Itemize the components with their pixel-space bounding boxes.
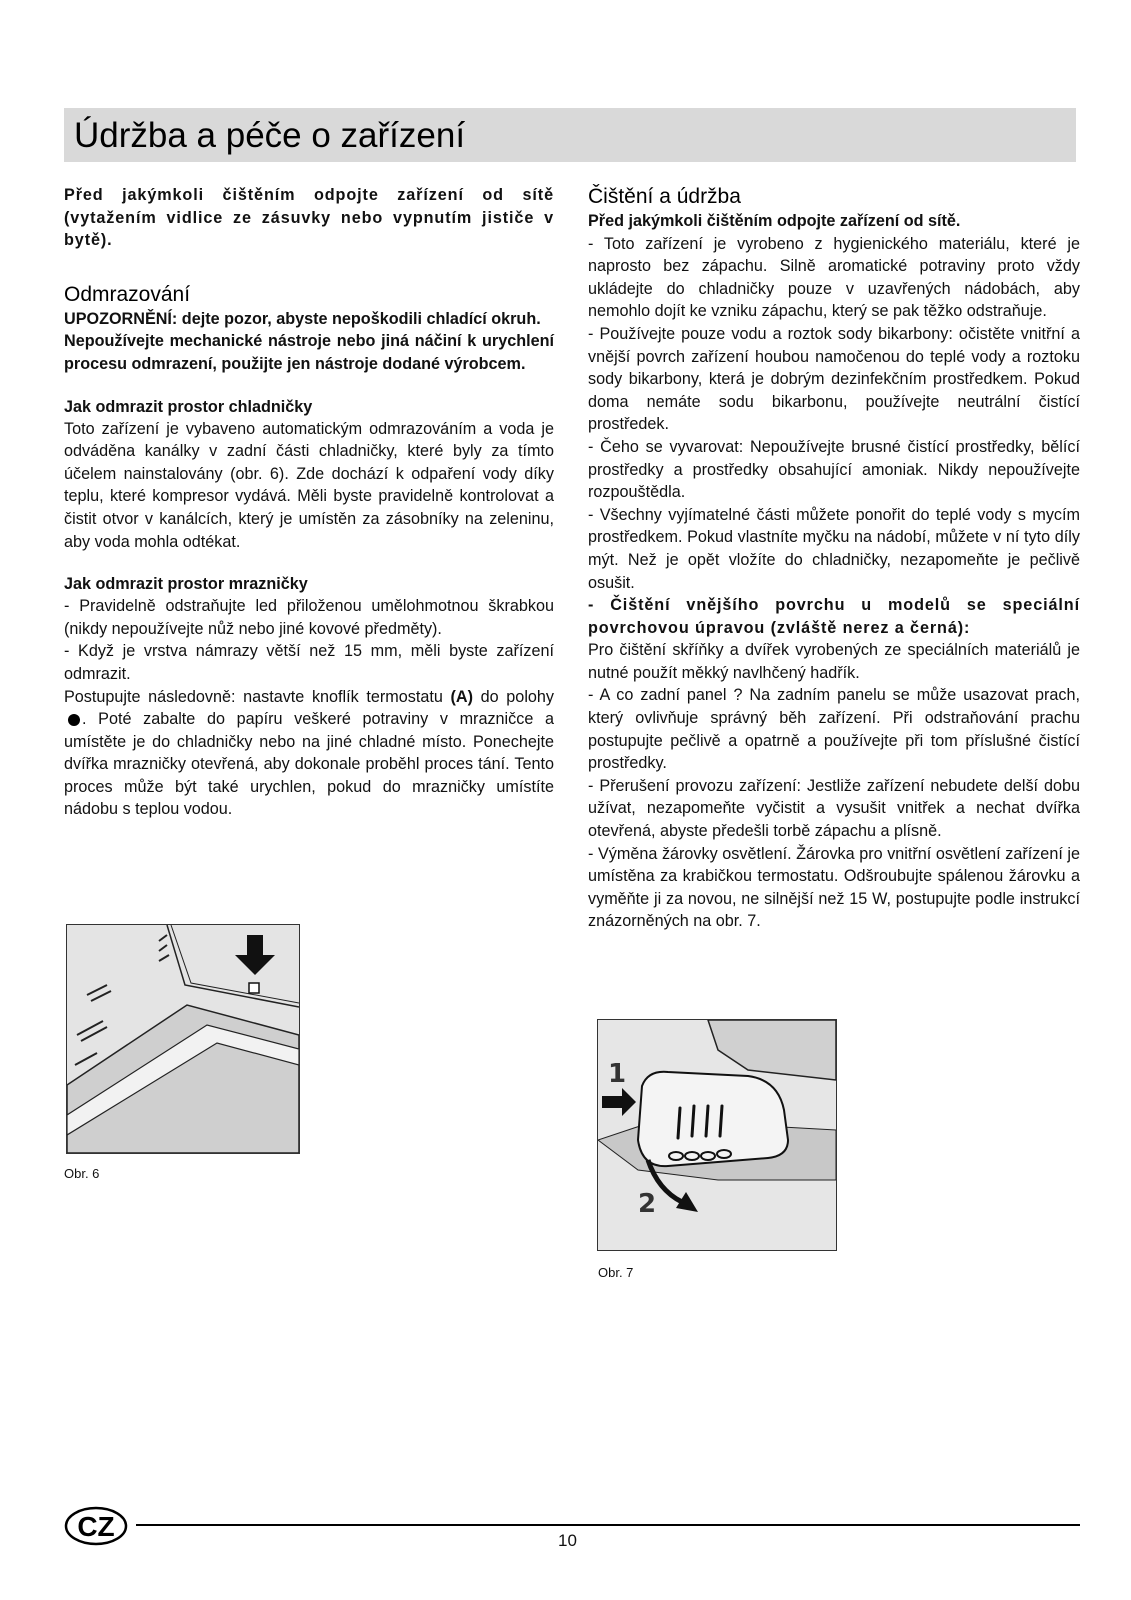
left-intro: Před jakýmkoli čištěním odpojte zařízení od sítě (vytažením vidlice ze zásuvky nebo vypnutím jističe v bytě).: [64, 186, 554, 250]
cleaning-text-1: - Toto zařízení je vyrobeno z hygienického materiálu, které je naprosto bez zápachu. Silně aromatické potraviny proto vždy ukládejte do chladničky pouze v uzavřených nádobách, aby nemohlo dojít ke vzniku zápachu, který se pak těžko odstraňuje.: [588, 234, 1080, 321]
lamp-cover-icon: [598, 1020, 836, 1250]
freezer-text-1: - Pravidelně odstraňujte led přiloženou umělohmotnou škrabkou (nikdy nepoužívejte nůž nebo jiné kovové předměty).: [64, 597, 554, 638]
language-badge-text: CZ: [77, 1511, 115, 1542]
freezer-text-3c: . Poté zabalte do papíru veškeré potraviny v mrazničce a umístěte je do chladničky nebo na jiné chladné místo. Ponechejte dvířka mrazničky otevřená, aby dokonale proběhl proces tání. Tento proces může být také urychlen, pokud do mrazničky umístíte nádobu s teplou vodou.: [64, 710, 554, 819]
page-title: Údržba a péče o zařízení: [74, 116, 466, 155]
title-bar: [64, 108, 1076, 162]
freezer-text-3a: Postupujte následovně: nastavte knoflík termostatu: [64, 687, 451, 706]
cleaning-text-2: - Používejte pouze vodu a roztok sody bikarbony: očistěte vnitřní a vnější povrch zařízení houbou namočenou do teplé vody a roztoku sody bikarbony, která je dobrým dezinfekčním prostředkem. Pokud doma nemáte sodu bikarbonu, používejte neutrální čistící prostředek.: [588, 324, 1080, 434]
freezer-text-3b: do polohy: [473, 687, 555, 706]
figure-6-illustration: [66, 924, 300, 1154]
cleaning-text-4: - Všechny vyjímatelné části můžete ponořit do teplé vody s mycím prostředkem. Pokud vlastníte myčku na nádobí, můžete v ní tyto díly mýt. Než je opět vložíte do chladničky, nezapomeňte je pečlivě osušit.: [588, 505, 1080, 592]
language-badge: [64, 1506, 128, 1546]
freezer-text-2: - Když je vrstva námrazy větší než 15 mm, měli byste zařízení odmrazit.: [64, 642, 554, 683]
no-tools-text: Nepoužívejte mechanické nástroje nebo jiná náčiní k urychlení procesu odmrazení, použijte jen nástroje dodané výrobcem.: [64, 332, 554, 373]
cleaning-text-6: - A co zadní panel ? Na zadním panelu se může usazovat prach, který ovlivňuje správný běh zařízení. Při odstraňování prachu postupujte pečlivě a opatrně a používejte při tom příslušné čistící prostředky.: [588, 686, 1080, 773]
footer-divider: [136, 1524, 1080, 1526]
fig7-label-2: 2: [638, 1189, 657, 1219]
cleaning-text-3: - Čeho se vyvarovat: Nepoužívejte brusné čistící prostředky, bělící prostředky a prostředky obsahující amoniak. Nikdy nepoužívejte rozpouštědla.: [588, 437, 1080, 502]
defrost-heading: Odmrazování: [64, 282, 191, 306]
fig7-label-1: 1: [608, 1059, 627, 1089]
cleaning-heading: Čištění a údržba: [588, 185, 741, 208]
freezer-defrost-heading: Jak odmrazit prostor mrazničky: [64, 575, 308, 594]
fridge-defrost-text: Toto zařízení je vybaveno automatickým odmrazováním a voda je odváděna kanálky v zadní části chladničky, které byly za tímto účelem nainstalovány (obr. 6). Zde dochází k odpaření vody díky teplu, které kompresor vydává. Měli byste pravidelně kontrolovat a čistit otvor v kanálcích, který je umístěn za zásobníky na zeleninu, aby voda mohla odtékat.: [64, 419, 554, 551]
right-column: [588, 184, 1080, 933]
fridge-drain-icon: [67, 925, 299, 1153]
freezer-text-3: [64, 686, 554, 822]
warning-text: UPOZORNĚNÍ: dejte pozor, abyste nepoškodili chladící okruh.: [64, 309, 541, 328]
left-column: [64, 184, 554, 821]
page-number: 10: [558, 1531, 577, 1550]
cleaning-text-5: Pro čištění skříňky a dvířek vyrobených ze speciálních materiálů je nutné použít měkký navlhčený hadřík.: [588, 641, 1080, 682]
figure-7-illustration: [597, 1019, 837, 1251]
thermostat-knob-label: (A): [450, 687, 473, 706]
off-position-icon: [68, 714, 80, 726]
fridge-defrost-heading: Jak odmrazit prostor chladničky: [64, 397, 313, 416]
figure-7-caption: Obr. 7: [598, 1265, 634, 1280]
cleaning-text-7: - Přerušení provozu zařízení: Jestliže zařízení nebudete delší dobu užívat, nezapomeňte vyčistit a vysušit vnitřek a nechat dvířka otevřená, abyste předešli torbě zápachu a plísně.: [588, 776, 1080, 841]
figure-6-caption: Obr. 6: [64, 1166, 100, 1181]
cleaning-text-8: - Výměna žárovky osvětlení. Žárovka pro vnitřní osvětlení zařízení je umístěna za krabičkou termostatu. Odšroubujte spálenou žárovku a vyměňte ji za novou, ne silnější než 15 W, postupujte podle instrukcí znázorněných na obr. 7.: [588, 844, 1080, 931]
cleaning-intro: Před jakýmkoli čištěním odpojte zařízení od sítě.: [588, 212, 961, 230]
special-surface-heading: - Čištění vnějšího povrchu u modelů se speciální povrchovou úpravou (zvláště nerez a černá):: [588, 596, 1080, 637]
